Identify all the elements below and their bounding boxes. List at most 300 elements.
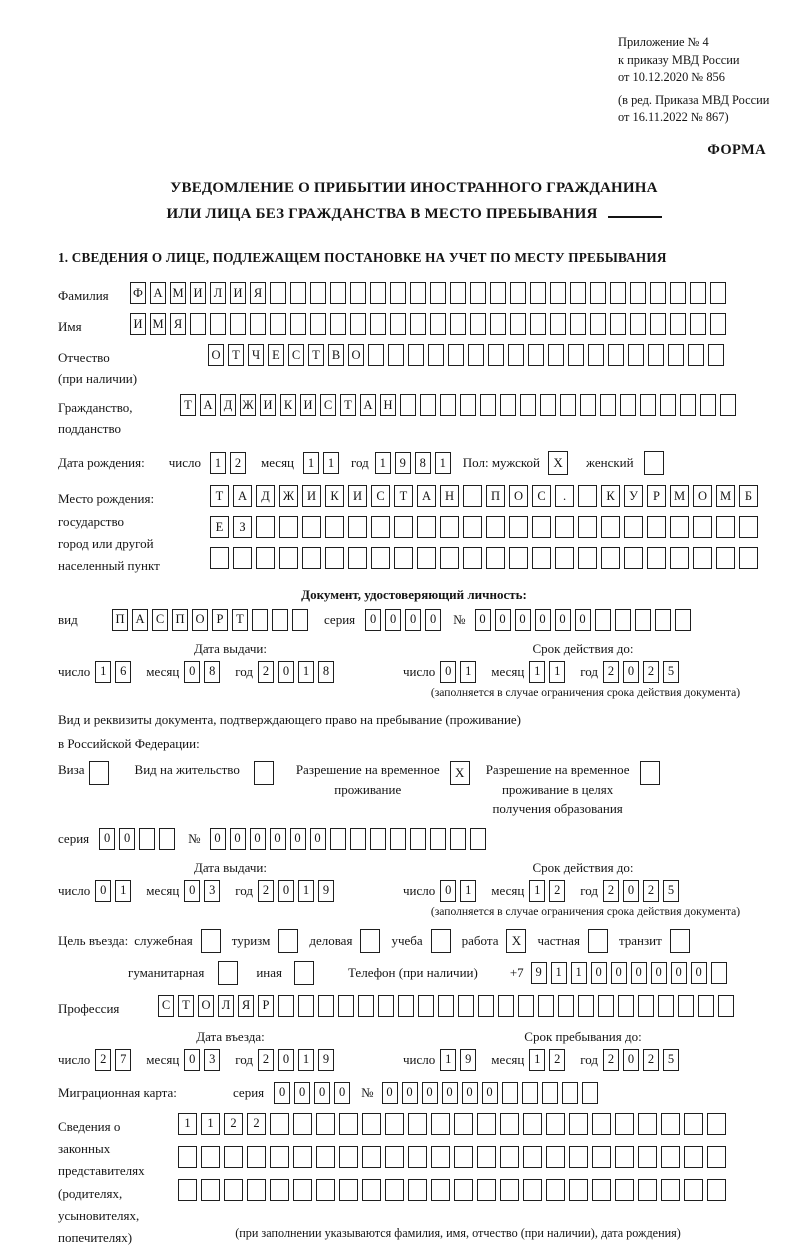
form-cell [458,995,474,1017]
entry-year-cells [258,1049,334,1071]
form-cell: 1 [529,880,545,902]
form-cell [302,516,321,538]
form-cell: Р [258,995,274,1017]
permit-issue-month-cells [184,880,220,902]
form-cell: Т [340,394,356,416]
form-cell: 0 [310,828,326,850]
form-cell [569,1179,588,1201]
form-cell: И [130,313,146,335]
form-cell [600,394,616,416]
stay-until-title: Срок пребывания до: [524,1028,642,1044]
form-cell [178,1179,197,1201]
form-cell [615,1179,634,1201]
permit-valid-year-cells [603,880,679,902]
doc-issue-year-cells [258,661,334,683]
patronymic-cells [208,344,724,366]
form-cell [670,516,689,538]
form-cell [210,547,229,569]
permit-valid-month-cells [529,880,565,902]
form-cell [578,516,597,538]
form-cell: Ж [240,394,256,416]
doc-issue-month-cells [184,661,220,683]
form-cell [408,344,424,366]
form-cell [270,1146,289,1168]
migr-series-label: серия [233,1084,265,1100]
form-cell [159,828,175,850]
stay-day-cells [440,1049,476,1071]
form-cell: П [112,609,128,631]
form-cell: 2 [258,661,274,683]
form-cell [454,1146,473,1168]
form-cell [450,313,466,335]
form-cell: 2 [258,880,274,902]
form-cell [538,995,554,1017]
form-cell [408,1179,427,1201]
form-cell [460,394,476,416]
form-cell: И [300,394,316,416]
form-title [58,176,770,227]
form-cell [601,547,620,569]
form-cell [569,1113,588,1135]
form-cell: 0 [651,962,667,984]
form-cell: М [170,282,186,304]
form-cell [720,394,736,416]
form-cell: 0 [210,828,226,850]
form-cell [463,516,482,538]
stay-year-cells [603,1049,679,1071]
form-cell [316,1146,335,1168]
form-cell: 1 [529,661,545,683]
form-cell: Р [647,485,666,507]
temp-residence-checkbox: X [450,761,470,785]
permit-dates-row [58,860,770,902]
permit-issue-year-cells [258,880,334,902]
doc-kind-label: вид [58,611,78,627]
form-cell [440,547,459,569]
form-cell [368,344,384,366]
form-cell: П [172,609,188,631]
form-cell [555,516,574,538]
form-cell [310,282,326,304]
form-cell [670,547,689,569]
form-cell [509,547,528,569]
form-cell: С [320,394,336,416]
purpose-tourism-checkbox [278,929,298,953]
form-cell: 2 [603,880,619,902]
form-cell [339,1179,358,1201]
form-cell [394,547,413,569]
entry-month-cells [184,1049,220,1071]
permit-series-row [58,828,770,850]
form-cell: 0 [334,1082,350,1104]
form-cell [330,282,346,304]
form-cell [463,547,482,569]
purpose-label: Цель въезда: [58,932,129,948]
form-cell [378,995,394,1017]
purpose-other-checkbox [294,961,314,985]
form-cell: 0 [575,609,591,631]
form-cell: 0 [95,880,111,902]
form-cell [302,547,321,569]
form-cell [293,1146,312,1168]
form-cell [339,1146,358,1168]
form-cell [348,516,367,538]
form-cell: 1 [178,1113,197,1135]
form-cell [139,828,155,850]
form-cell: 0 [290,828,306,850]
form-cell: Т [228,344,244,366]
form-cell: 0 [314,1082,330,1104]
form-cell [247,1179,266,1201]
form-cell [318,995,334,1017]
entry-day-cells [95,1049,131,1071]
form-cell: 1 [298,1049,314,1071]
form-cell: 0 [623,1049,639,1071]
form-cell [647,547,666,569]
form-cell [178,1146,197,1168]
surname-label: Фамилия [58,288,109,304]
form-cell [578,995,594,1017]
birth-month-cells [303,452,339,474]
form-cell [201,1179,220,1201]
form-cell: Т [180,394,196,416]
form-cell [370,282,386,304]
form-cell: Т [394,485,413,507]
form-cell [210,313,226,335]
ref-line: Приложение № 4 [618,35,709,49]
form-cell [463,485,482,507]
form-cell [270,313,286,335]
name-label: Имя [58,319,82,335]
form-cell: У [624,485,643,507]
birthplace-label: Место рождения: государство город или другой населенный пункт [58,491,160,574]
form-cell [316,1113,335,1135]
form-cell [592,1146,611,1168]
form-cell [256,516,275,538]
birthplace-cells-3 [210,547,758,569]
doc-valid-year-cells [603,661,679,683]
form-cell: М [670,485,689,507]
form-cell [707,1146,726,1168]
form-cell [540,394,556,416]
sex-female-checkbox [644,451,664,475]
surname-row [58,282,770,306]
form-cell: 1 [529,1049,545,1071]
form-cell: Т [308,344,324,366]
form-cell [252,609,268,631]
form-cell: Р [212,609,228,631]
form-cell [655,609,671,631]
form-cell [470,282,486,304]
birth-day-cells [210,452,246,474]
form-cell [339,1113,358,1135]
form-cell [650,313,666,335]
form-cell [358,995,374,1017]
form-cell [293,1113,312,1135]
form-cell [350,313,366,335]
form-cell [440,394,456,416]
form-cell [580,394,596,416]
form-cell: 1 [549,661,565,683]
form-cell [410,828,426,850]
form-cell [630,282,646,304]
form-cell [480,394,496,416]
form-cell [247,1146,266,1168]
form-cell: 0 [294,1082,310,1104]
form-cell: 1 [440,1049,456,1071]
form-cell [290,282,306,304]
form-cell: Д [220,394,236,416]
form-cell: 1 [571,962,587,984]
purpose-row-1: Цель въезда: служебная туризм деловая учеба работа X частная транзит [58,929,770,953]
form-cell [325,547,344,569]
form-cell [201,1146,220,1168]
form-cell [550,282,566,304]
form-cell [325,516,344,538]
form-cell [708,344,724,366]
form-cell: А [150,282,166,304]
form-cell: 0 [230,828,246,850]
doc-series-cells [365,609,441,631]
form-cell [610,313,626,335]
form-cell [630,313,646,335]
form-cell [390,282,406,304]
doc-kind-cells [112,609,308,631]
form-cell [510,282,526,304]
migration-card-label: Миграционная карта: [58,1084,177,1100]
form-cell [523,1179,542,1201]
form-cell: Я [238,995,254,1017]
permit-series-cells [99,828,175,850]
form-cell [618,995,634,1017]
profession-cells [158,995,734,1017]
form-cell [270,282,286,304]
form-cell [578,485,597,507]
form-cell: 2 [603,661,619,683]
form-cell: Н [440,485,459,507]
form-cell [670,282,686,304]
form-cell: А [417,485,436,507]
form-cell [598,995,614,1017]
form-cell: 8 [204,661,220,683]
form-cell [520,394,536,416]
form-cell: 0 [631,962,647,984]
form-cell: Л [210,282,226,304]
form-cell [615,1113,634,1135]
form-cell: 0 [425,609,441,631]
representatives-cells-1 [178,1113,738,1135]
form-cell [298,995,314,1017]
form-cell: 2 [643,661,659,683]
doc-issue-day-cells [95,661,131,683]
form-cell: Ч [248,344,264,366]
form-cell: 0 [278,1049,294,1071]
form-cell: С [158,995,174,1017]
permit-valid-note: (заполняется в случае ограничения срока действия документа) [430,904,741,918]
form-cell: Т [232,609,248,631]
form-cell [477,1113,496,1135]
representatives-cells-block [178,1113,738,1241]
doc-valid-month-cells [529,661,565,683]
form-cell [290,313,306,335]
form-cell: В [328,344,344,366]
sex-male-label: Пол: мужской [462,455,541,471]
form-cell: 1 [460,880,476,902]
migr-series-cells [274,1082,350,1104]
form-cell: С [532,485,551,507]
form-cell: О [208,344,224,366]
form-cell: 3 [204,1049,220,1071]
form-cell: М [150,313,166,335]
form-cell [590,282,606,304]
permit-issue-title: Дата выдачи: [193,859,267,875]
doc-issue-title: Дата выдачи: [193,640,267,656]
form-cell: 1 [210,452,226,474]
form-cell [224,1146,243,1168]
form-cell [700,394,716,416]
form-cell [390,313,406,335]
form-cell: А [233,485,252,507]
form-cell: 0 [274,1082,290,1104]
name-row [58,313,770,337]
form-cell [448,344,464,366]
permit-temp-residence-edu: Разрешение на временное проживание в целях получения образования [486,760,660,819]
form-cell: 0 [623,661,639,683]
form-cell [278,995,294,1017]
ref-line: (в ред. Приказа МВД России [618,92,770,107]
form-cell [410,282,426,304]
purpose-business-checkbox [360,929,380,953]
purpose-private-checkbox [588,929,608,953]
form-cell: Ж [279,485,298,507]
form-cell [546,1146,565,1168]
forma-label: ФОРМА [707,142,766,159]
form-cell [647,516,666,538]
form-cell [716,547,735,569]
form-cell [350,282,366,304]
form-cell [362,1146,381,1168]
form-cell: А [200,394,216,416]
form-cell: 0 [440,661,456,683]
form-cell [430,282,446,304]
form-cell [670,313,686,335]
form-cell [385,1179,404,1201]
form-cell [532,547,551,569]
form-cell [431,1113,450,1135]
form-cell: О [509,485,528,507]
form-cell [635,609,651,631]
form-cell [508,344,524,366]
form-cell [595,609,611,631]
purpose-humanitarian-checkbox [218,961,238,985]
form-cell [272,609,288,631]
form-cell [385,1146,404,1168]
form-cell: И [260,394,276,416]
form-cell: 0 [671,962,687,984]
form-cell [450,282,466,304]
permit-issue-group: Дата выдачи: число 0 1 месяц 0 3 год 2 0 1 9 [58,860,403,902]
form-cell [230,313,246,335]
form-cell: Д [256,485,275,507]
form-cell [279,516,298,538]
sex-female-label: женский [586,455,634,471]
form-cell [624,547,643,569]
form-cell: 5 [663,1049,679,1071]
form-cell [680,394,696,416]
form-cell [570,313,586,335]
form-cell [477,1179,496,1201]
birthplace-row [58,485,770,577]
form-cell [488,344,504,366]
form-cell: А [360,394,376,416]
form-cell: 0 [405,609,421,631]
form-cell [528,344,544,366]
form-cell [394,516,413,538]
representatives-cells-3 [178,1179,738,1201]
form-cell [678,995,694,1017]
form-cell: 0 [691,962,707,984]
form-cell: О [348,344,364,366]
form-cell [546,1113,565,1135]
form-cell [648,344,664,366]
permit-number-label: № [188,830,201,846]
form-cell: 2 [549,1049,565,1071]
form-cell [620,394,636,416]
form-cell [292,609,308,631]
migr-number-label: № [361,1084,374,1100]
form-cell [661,1179,680,1201]
form-cell [510,313,526,335]
form-cell: Я [170,313,186,335]
form-cell [548,344,564,366]
form-cell [684,1113,703,1135]
form-cell [615,609,631,631]
purpose-study-checkbox [431,929,451,953]
form-cell: С [371,485,390,507]
form-cell: И [302,485,321,507]
form-cell [582,1082,598,1104]
form-cell [560,394,576,416]
form-cell [570,282,586,304]
form-cell [638,1146,657,1168]
form-cell: 0 [591,962,607,984]
temp-residence-edu-checkbox [640,761,660,785]
section1-heading: 1. СВЕДЕНИЯ О ЛИЦЕ, ПОДЛЕЖАЩЕМ ПОСТАНОВКЕ НА УЧЕТ ПО МЕСТУ ПРЕБЫВАНИЯ [58,250,667,266]
form-cell [330,313,346,335]
form-cell [569,1146,588,1168]
form-cell [450,828,466,850]
residence-checkbox [254,761,274,785]
form-cell: 0 [495,609,511,631]
form-cell: С [152,609,168,631]
form-cell [370,313,386,335]
form-cell: 0 [440,880,456,902]
form-cell [707,1113,726,1135]
form-cell: С [288,344,304,366]
doc-series-label: серия [324,611,356,627]
doc-valid-note: (заполняется в случае ограничения срока действия документа) [430,685,741,699]
form-cell: Б [739,485,758,507]
phone-label: Телефон (при наличии) [347,964,478,980]
form-cell [711,962,727,984]
form-cell: И [348,485,367,507]
ref-line: от 16.11.2022 № 867) [618,110,729,125]
form-cell: 0 [99,828,115,850]
form-cell [486,516,505,538]
form-cell: 0 [475,609,491,631]
form-cell [371,547,390,569]
form-cell [500,394,516,416]
